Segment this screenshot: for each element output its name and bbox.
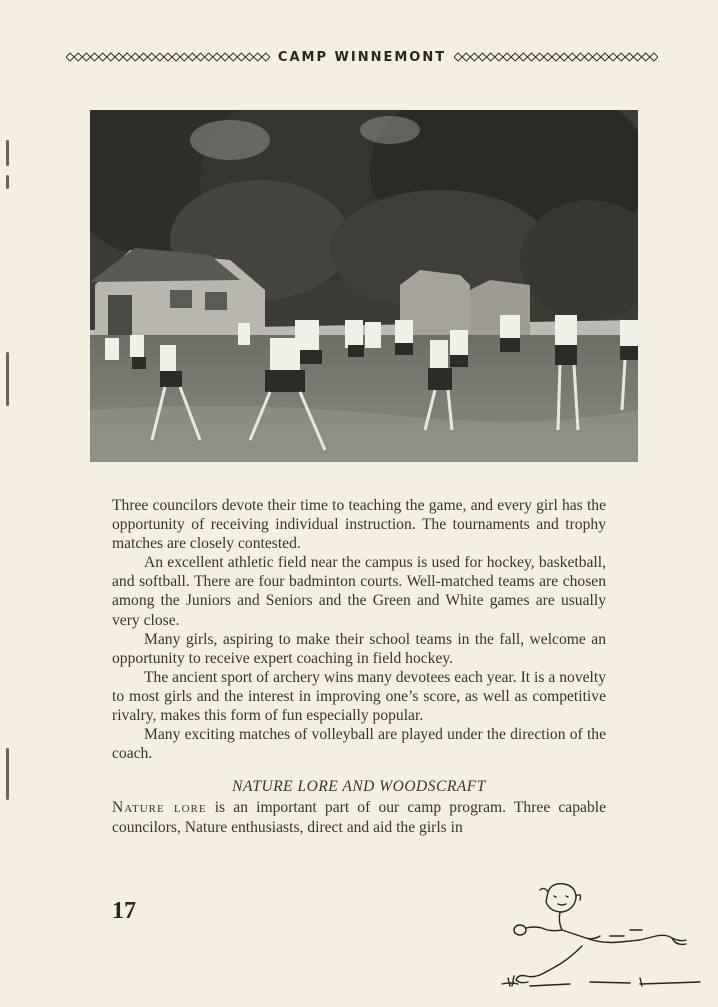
section-heading: NATURE LORE AND WOODSCRAFT bbox=[232, 778, 486, 796]
binding-mark bbox=[6, 175, 9, 189]
paragraph: Many girls, aspiring to make their school teams in the fall, welcome an opportunity to receive expert coaching in field hockey. bbox=[112, 630, 606, 667]
paragraph: Three councilors devote their time to teaching the game, and every girl has the opportunity of receiving individual instruction. The tournaments and trophy matches are closely contested. bbox=[112, 497, 606, 553]
paragraph-rest: is an important part of our camp program. Three capable councilors, Nature enthusiasts, direct and aid the girls in bbox=[112, 799, 606, 836]
binding-mark bbox=[6, 748, 9, 800]
paragraph bbox=[112, 798, 606, 836]
binding-mark bbox=[6, 352, 9, 406]
page-number: 17 bbox=[112, 898, 136, 924]
running-girl-sketch-icon bbox=[490, 878, 704, 996]
campers-playing-field-photo bbox=[90, 110, 638, 462]
ornament-left-icon bbox=[66, 52, 270, 62]
small-caps-lead: Nature lore bbox=[112, 799, 207, 817]
paragraph: Many exciting matches of volleyball are played under the direction of the coach. bbox=[112, 726, 606, 763]
ornament-right-icon bbox=[454, 52, 658, 62]
body-text bbox=[112, 496, 606, 837]
paragraph: The ancient sport of archery wins many devotees each year. It is a novelty to most girls and the interest in improving one’s score, as well as competitive rivalry, makes this form of fun especially popular. bbox=[112, 668, 606, 725]
running-header bbox=[66, 46, 658, 68]
page-header-title: CAMP WINNEMONT bbox=[277, 49, 447, 65]
binding-mark bbox=[6, 140, 9, 166]
paragraph: An excellent athletic field near the campus is used for hockey, basketball, and softball. There are four badminton courts. Well-matched teams are chosen among the Juniors and Seniors and the Green and White games are usually very close. bbox=[112, 554, 606, 629]
